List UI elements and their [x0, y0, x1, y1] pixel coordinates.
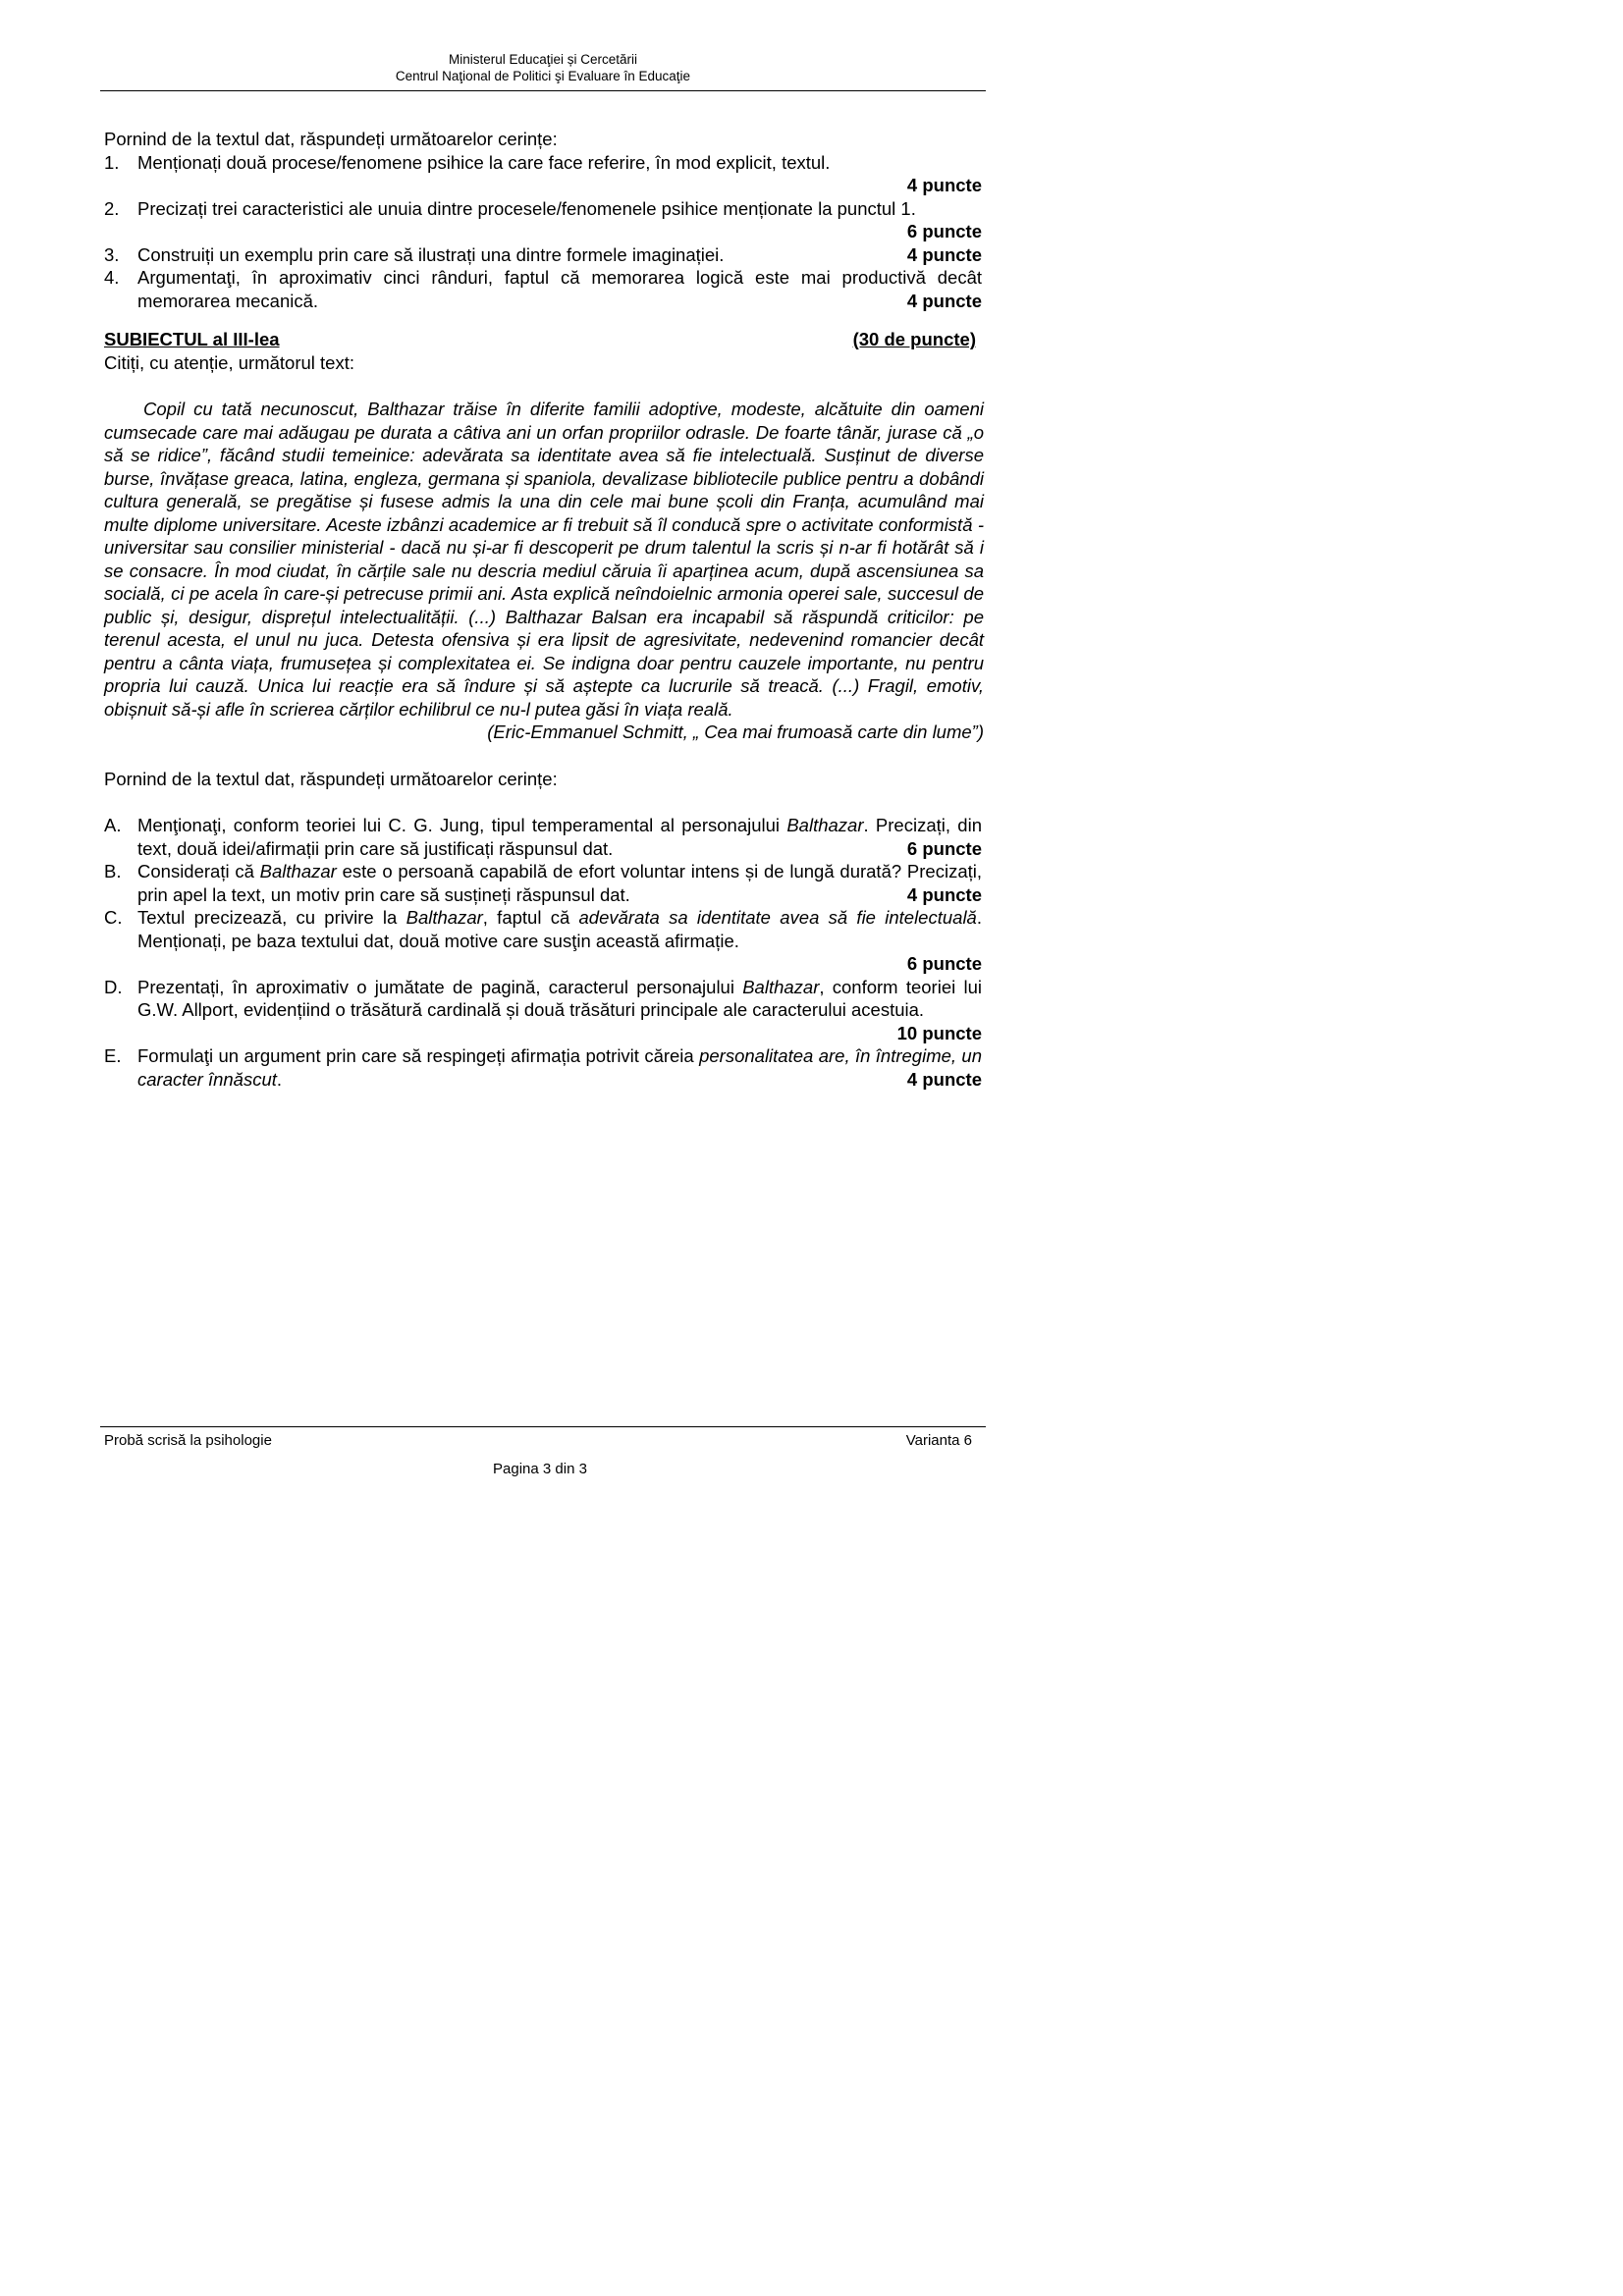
part3-intro: Pornind de la textul dat, răspundeți următoarelor cerințe: — [104, 768, 558, 789]
requirement-item — [104, 906, 982, 976]
header-center: Centrul Naţional de Politici şi Evaluare în Educaţie — [395, 69, 691, 83]
passage-source: (Eric-Emmanuel Schmitt, „ Cea mai frumoasă carte din lume”) — [487, 721, 984, 742]
requirement-text: Formulaţi un argument prin care să respingeți afirmația potrivit căreia personalitatea are, în întregime, un caracter înnăscut. 4 puncte — [137, 1045, 982, 1090]
requirement-text: Menționați două procese/fenomene psihice la care face referire, în mod explicit, textul. — [137, 151, 831, 173]
requirement-text: Textul precizează, cu privire la Balthazar, faptul că adevărata sa identitate avea să fie intelectuală. Menționați, pe baza textului dat, două motive care susţin această afirmație. — [137, 907, 982, 951]
requirement-letter: D. — [104, 976, 123, 997]
points-label: 4 puncte — [906, 883, 982, 905]
page-number: Pagina 3 din 3 — [493, 1461, 587, 1477]
requirement-text: Prezentați, în aproximativ o jumătate de pagină, caracterul personajului Balthazar, conform teoriei lui G.W. Allport, evidențiind o trăsătură cardinală și două trăsături principale ale caracterului acestuia. 10 puncte — [137, 976, 982, 1043]
requirement-item — [104, 1044, 982, 1091]
requirement-item — [104, 197, 982, 243]
subject-points: (30 de puncte) — [852, 329, 976, 349]
passage-paragraph: Copil cu tată necunoscut, Balthazar trăise în diferite familii adoptive, modeste, alcătuite din oameni cumsecade care mai adăugau pe durata a câtiva ani un orfan propriilor odrasle. De foarte tânăr, jurase că „o să se ridice”, făcând studii temeinice: adevărata sa identitate avea să fie intelectuală. Susținut de diverse burse, învățase greaca, latina, engleza, germana și spaniola, devalizase bibliotecile publice pentru a dobândi cultura generală, se pregătise și fusese admis la una din cele mai bune școli din Franța, acumulând mai multe diplome universitare. Aceste izbânzi academice ar fi trebuit să îl conducă spre o activitate conformistă - universitar sau consilier ministerial - dacă nu și-ar fi descoperit pe drum talentul la scris și n-ar fi hotărât să i se consacre. În mod ciudat, în cărțile sale nu descria mediul căruia îi aparținea acum, după ascensiunea sa socială, ci pe acela în care-și petrecuse primii ani. Asta explică neîndoielnic armonia operei sale, succesul de public și, desigur, disprețul intelectualității. (...) Balthazar Balsan era incapabil să răspundă criticilor: pe terenul acesta, el unul nu juca. Detesta ofensiva și era lipsit de agresivitate, nedevenind romancier decât pentru a cânta viața, frumusețea și complexitatea ei. Se indigna doar pentru cauzele importante, nu pentru propria lui cauză. Unica lui reacție era să îndure și să aștepte ca lucrurile să treacă. (...) Fragil, emotiv, obișnuit să-și afle în scrierea cărților echilibrul ce nu-l putea găsi în viața reală. — [104, 399, 984, 720]
header-ministry: Ministerul Educaţiei și Cercetării — [448, 52, 638, 67]
points-label: 4 puncte — [906, 243, 982, 265]
part3-requirements — [104, 814, 982, 1091]
points-label: 4 puncte — [906, 1068, 982, 1090]
footer-variant: Varianta 6 — [905, 1432, 972, 1449]
footer-divider — [100, 1426, 986, 1427]
requirement-text: Construiți un exemplu prin care să ilustrați una dintre formele imaginației. — [137, 243, 725, 265]
requirement-item — [104, 243, 982, 267]
requirement-item — [104, 976, 982, 1045]
points-label: 6 puncte — [906, 221, 982, 241]
requirement-number: 2. — [104, 197, 120, 219]
points-label: 6 puncte — [906, 953, 982, 974]
requirement-number: 3. — [104, 243, 120, 265]
requirement-text: Considerați că Balthazar este o persoană capabilă de efort voluntar intens și de lungă durată? Precizați, prin apel la text, un motiv prin care să susțineți răspunsul dat. 4 puncte — [137, 861, 982, 905]
requirement-letter: A. — [104, 815, 122, 835]
requirement-number: 1. — [104, 151, 120, 173]
part2-intro: Pornind de la textul dat, răspundeți următoarelor cerințe: — [104, 129, 558, 149]
requirement-number: 4. — [104, 267, 120, 288]
footer-exam-name: Probă scrisă la psihologie — [104, 1432, 272, 1449]
requirement-item — [104, 151, 982, 197]
requirement-text: Menţionaţi, conform teoriei lui C. G. Jung, tipul temperamental al personajului Balthazar. Precizați, din text, două idei/afirmații prin care să justificați răspunsul dat. 6 puncte — [137, 815, 982, 859]
points-label: 4 puncte — [906, 290, 982, 311]
requirement-letter: C. — [104, 907, 123, 928]
points-label: 10 puncte — [896, 1022, 982, 1043]
points-label: 4 puncte — [906, 175, 982, 195]
requirement-text: Argumentaţi, în aproximativ cinci rânduri, faptul că memorarea logică este mai productivă decât memorarea mecanică. — [137, 267, 982, 311]
reading-instruction: Citiți, cu atenție, următorul text: — [104, 351, 354, 373]
page-header — [100, 51, 986, 84]
subject-heading — [104, 328, 976, 351]
text-passage — [104, 398, 984, 721]
part2-requirements — [104, 151, 982, 313]
requirement-item — [104, 814, 982, 860]
requirement-text: Precizați trei caracteristici ale unuia dintre procesele/fenomenele psihice menționate la punctul 1. — [137, 197, 916, 219]
requirement-item — [104, 266, 982, 312]
requirement-letter: B. — [104, 861, 122, 881]
header-divider — [100, 90, 986, 91]
requirement-item — [104, 860, 982, 906]
requirement-letter: E. — [104, 1045, 122, 1066]
points-label: 6 puncte — [906, 837, 982, 859]
subject-title: SUBIECTUL al III-lea — [104, 329, 280, 349]
page-content — [104, 128, 982, 1091]
